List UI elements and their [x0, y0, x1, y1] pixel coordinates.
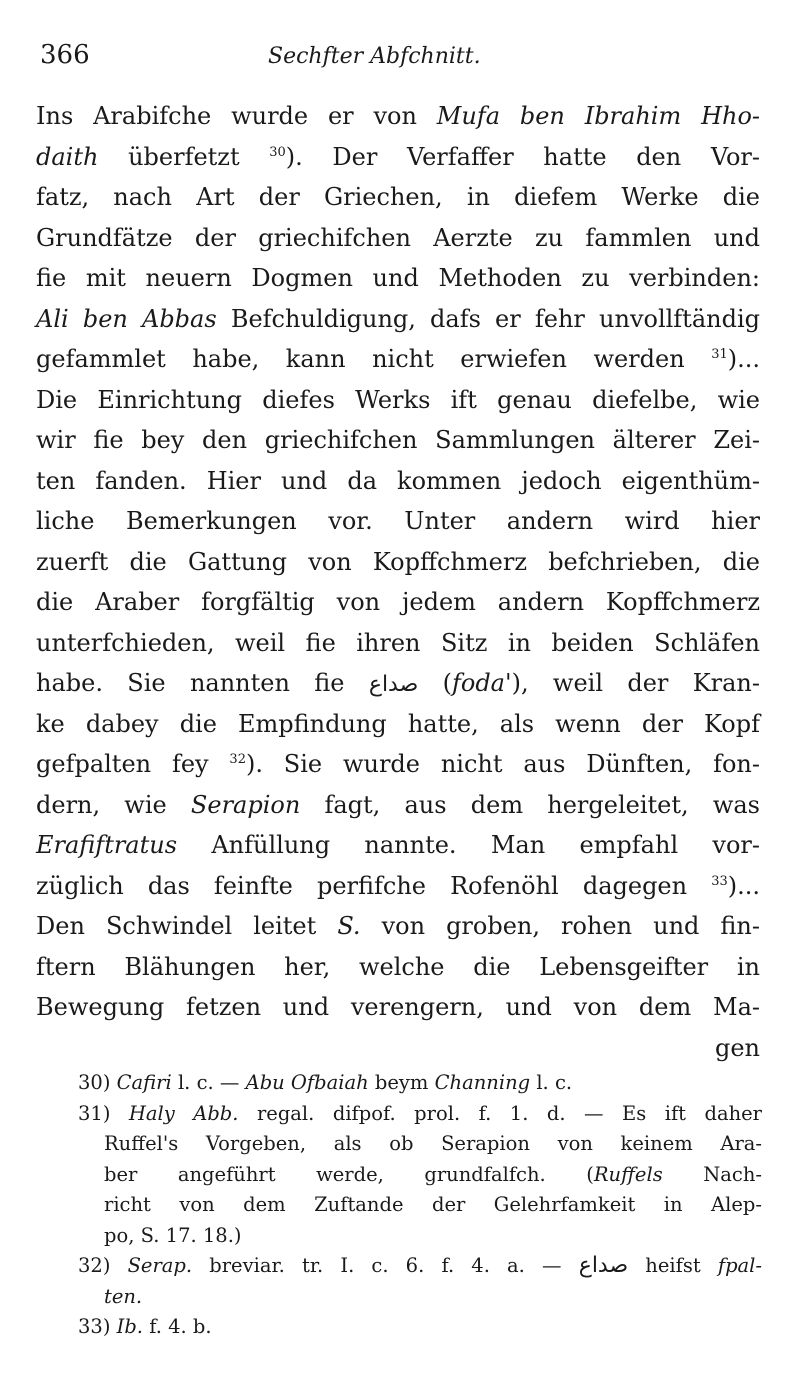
- text-run: gefammlet habe, kann nicht erwiefen werden: [36, 345, 712, 373]
- text-run: dern, wie: [36, 790, 191, 819]
- text-run: l. c.: [530, 1071, 573, 1094]
- footnote-line: [78, 1312, 762, 1343]
- text-line: [36, 299, 760, 340]
- text-line: [36, 744, 760, 785]
- text-run: foda': [451, 669, 512, 697]
- text-run: Nach-: [662, 1162, 762, 1186]
- text-run: 30): [78, 1071, 117, 1094]
- text-run: ), weil der Kran-: [511, 669, 760, 697]
- text-line: [36, 987, 760, 1028]
- text-run: ke dabey die Empfindung hatte, als wenn der Kopf: [36, 709, 760, 738]
- text-run: breviar. tr. I. c. 6. f. 4. a. —: [192, 1254, 579, 1277]
- text-run: f. 4. b.: [143, 1315, 212, 1338]
- text-run: Channing: [434, 1071, 531, 1094]
- text-run: fpal-: [717, 1254, 763, 1277]
- footnote-line: [78, 1160, 762, 1191]
- text-line: [36, 582, 760, 623]
- text-run: Die Einrichtung diefes Werks ift genau diefelbe, wie: [36, 385, 760, 414]
- text-run: Ib.: [116, 1315, 144, 1338]
- text-run: fagt, aus dem hergeleitet, was: [300, 790, 760, 819]
- footnote-line: [78, 1282, 762, 1313]
- text-line: [36, 704, 760, 745]
- text-run: überfetzt: [98, 142, 270, 171]
- text-run: )...: [727, 345, 760, 373]
- text-run: ten.: [104, 1284, 143, 1308]
- text-line: [36, 663, 760, 704]
- text-line: [36, 420, 760, 461]
- text-run: unterfchieden, weil fie ihren Sitz in beiden Schläfen: [36, 628, 760, 657]
- text-run: po, S. 17. 18.): [104, 1223, 242, 1247]
- text-run: habe. Sie nannten fie: [36, 669, 369, 697]
- text-line: [36, 785, 760, 826]
- footnote-line: [78, 1251, 762, 1282]
- text-run: richt von dem Zuftande der Gelehrfamkeit in Alep-: [104, 1193, 762, 1216]
- footnote-ref: 33: [711, 873, 728, 889]
- text-line: [36, 137, 760, 178]
- arabic-word: صداع: [368, 672, 419, 697]
- text-line: [36, 339, 760, 380]
- text-line: [36, 501, 760, 542]
- text-line: [36, 461, 760, 502]
- text-run: ). Der Verfaffer hatte den Vor-: [285, 142, 760, 171]
- text-run: )...: [727, 871, 760, 900]
- text-run: ). Sie wurde nicht aus Dünften, fon-: [245, 750, 760, 778]
- text-line: [36, 623, 760, 664]
- text-run: Den Schwindel leitet: [36, 912, 338, 940]
- main-text: [36, 96, 760, 1068]
- text-run: regal. difpof. prol. f. 1. d. — Es ift daher: [238, 1101, 762, 1125]
- text-run: beym: [368, 1071, 435, 1094]
- text-run: 33): [78, 1315, 117, 1338]
- text-run: daith: [36, 142, 99, 171]
- text-run: Cafiri: [116, 1071, 172, 1094]
- text-run: zuerft die Gattung von Kopffchmerz befchrieben, die: [36, 547, 760, 576]
- text-line: [36, 96, 760, 137]
- text-run: Grundfätze der griechifchen Aerzte zu fammlen und: [36, 223, 760, 252]
- footnote-line: [78, 1221, 762, 1252]
- text-run: wir fie bey den griechifchen Sammlungen älterer Zei-: [36, 426, 760, 454]
- text-run: S.: [337, 912, 361, 940]
- footnote-ref: 32: [229, 752, 246, 767]
- text-line: [36, 542, 760, 583]
- text-run: Mufa ben Ibrahim Hho-: [436, 102, 761, 130]
- text-run: Serapion: [190, 790, 301, 819]
- text-run: ber angeführt werde, grundfalfch. (: [104, 1162, 594, 1186]
- running-head: Sechfter Abfchnitt.: [268, 44, 481, 69]
- text-run: gen: [714, 1033, 760, 1062]
- arabic-word: صداع: [578, 1253, 629, 1278]
- footnotes: [78, 1068, 762, 1343]
- text-run: heifst: [628, 1254, 718, 1277]
- text-run: Befchuldigung, dafs er fehr unvollftändig: [216, 304, 760, 333]
- page-header: [40, 40, 770, 80]
- text-run: Ruffel's Vorgeben, als ob Serapion von keinem Ara-: [104, 1132, 762, 1155]
- text-run: liche Bemerkungen vor. Unter andern wird hier: [36, 507, 760, 535]
- text-run: Ruffels: [593, 1162, 663, 1186]
- text-run: gefpalten fey: [36, 750, 230, 778]
- text-run: Anfüllung nannte. Man empfahl vor-: [177, 831, 760, 859]
- text-line: [36, 906, 760, 947]
- footnote-line: [78, 1129, 762, 1160]
- text-line: [36, 825, 760, 866]
- footnote-ref: 30: [269, 144, 286, 160]
- footnote-ref: 31: [711, 347, 728, 362]
- text-run: Ali ben Abbas: [36, 304, 217, 333]
- text-line: [36, 177, 760, 218]
- page-number: 366: [40, 40, 90, 70]
- text-run: Erafiftratus: [36, 831, 178, 859]
- text-run: Serap.: [127, 1254, 193, 1277]
- text-line: [36, 947, 760, 988]
- footnote-line: [78, 1099, 762, 1130]
- footnote-line: [78, 1068, 762, 1099]
- text-run: fatz, nach Art der Griechen, in diefem Werke die: [36, 183, 760, 211]
- text-run: ftern Blähungen her, welche die Lebensgeifter in: [36, 952, 760, 981]
- text-run: züglich das feinfte perfifche Rofenöhl dagegen: [36, 871, 712, 900]
- text-line: [36, 380, 760, 421]
- text-run: von groben, rohen und fin-: [360, 912, 760, 940]
- text-run: ten fanden. Hier und da kommen jedoch eigenthüm-: [36, 466, 760, 495]
- text-line: [36, 1028, 760, 1069]
- footnote-line: [78, 1190, 762, 1221]
- text-run: 31): [78, 1101, 129, 1125]
- text-run: l. c. —: [171, 1071, 246, 1094]
- text-run: fie mit neuern Dogmen und Methoden zu verbinden:: [36, 264, 760, 292]
- text-line: [36, 866, 760, 907]
- text-line: [36, 218, 760, 259]
- text-run: 32): [78, 1254, 128, 1277]
- text-run: die Araber forgfältig von jedem andern Kopffchmerz: [36, 588, 760, 616]
- text-run: Haly Abb.: [128, 1101, 239, 1125]
- text-run: Abu Ofbaiah: [245, 1071, 369, 1094]
- text-run: Ins Arabifche wurde er von: [36, 102, 437, 130]
- text-run: Bewegung fetzen und verengern, und von dem Ma-: [36, 993, 760, 1021]
- text-line: [36, 258, 760, 299]
- text-run: (: [418, 669, 452, 697]
